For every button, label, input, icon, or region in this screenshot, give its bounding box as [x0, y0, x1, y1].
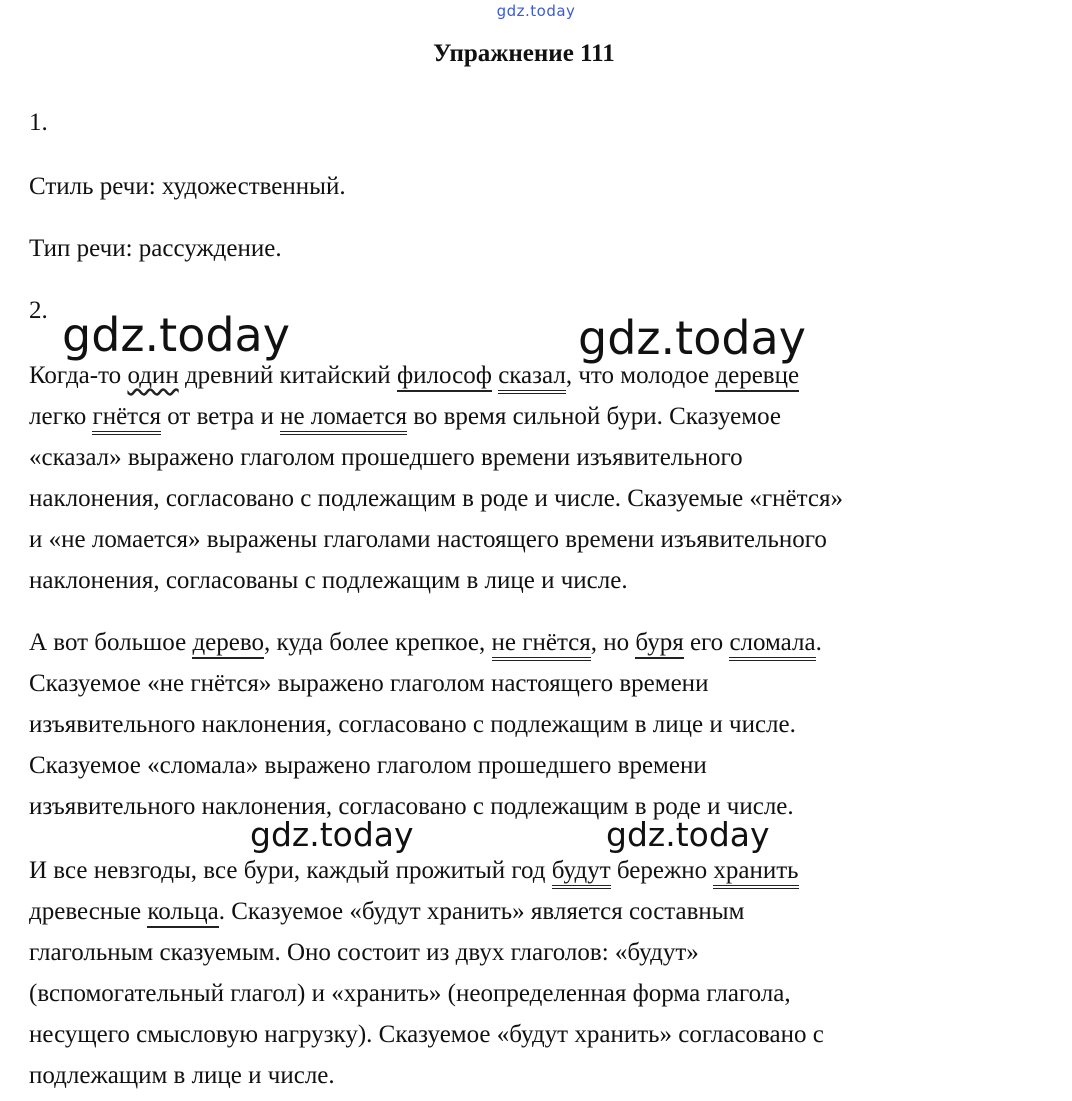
watermark: gdz.today [578, 311, 806, 365]
word-storm: буря [635, 629, 683, 659]
paragraph-line: несущего смысловую нагрузку). Сказуемое «будут хранить» согласовано с [29, 1021, 824, 1048]
paragraph-line: Сказуемое «сломала» выражено глаголом прошедшего времени [29, 752, 707, 779]
watermark: gdz.today [250, 815, 414, 854]
word-keep: хранить [713, 857, 798, 889]
paragraph-line: наклонения, согласованы с подлежащим в лице и числе. [29, 567, 628, 594]
paragraph-line: «сказал» выражено глаголом прошедшего времени изъявительного [29, 444, 743, 471]
speech-style: Стиль речи: художественный. [29, 173, 346, 200]
paragraph-line: (вспомогательный глагол) и «хранить» (неопределенная форма глагола, [29, 980, 791, 1007]
paragraph-line: наклонения, согласовано с подлежащим в роде и числе. Сказуемые «гнётся» [29, 485, 843, 512]
item-number-1: 1. [29, 109, 48, 136]
paragraph-line: легко гнётся от ветра и не ломается во время сильной бури. Сказуемое [29, 396, 1039, 437]
paragraph-line: изъявительного наклонения, согласовано с подлежащим в роде и числе. [29, 793, 794, 820]
paragraph-line: глагольным сказуемым. Оно состоит из двух глаголов: «будут» [29, 939, 699, 966]
page-title: Упражнение 111 [433, 40, 615, 67]
paragraph-line: подлежащим в лице и числе. [29, 1062, 335, 1089]
paragraph-line: А вот большое дерево, куда более крепкое, не гнётся, но буря его сломала. [29, 622, 1039, 663]
word-philosopher: философ [397, 362, 492, 392]
paragraph-1 [29, 355, 1039, 601]
item-number-2: 2. [29, 297, 48, 324]
word-rings: кольца [147, 898, 218, 928]
paragraph-line: изъявительного наклонения, согласовано с подлежащим в лице и числе. [29, 711, 796, 738]
word-not-bends: не гнётся [492, 629, 591, 661]
word-tree: дерево [192, 629, 264, 659]
watermark: gdz.today [606, 815, 770, 854]
word-not-breaks: не ломается [280, 403, 407, 435]
paragraph-3 [29, 850, 1039, 1096]
word-broke: сломала [729, 629, 815, 661]
watermark-top: gdz.today [496, 2, 576, 20]
paragraph-2 [29, 622, 1039, 827]
paragraph-line: и «не ломается» выражены глаголами настоящего времени изъявительного [29, 526, 827, 553]
speech-type: Тип речи: рассуждение. [29, 235, 282, 262]
paragraph-line: И все невзгоды, все бури, каждый прожитый год будут бережно хранить [29, 850, 1039, 891]
paragraph-line: Когда-то один древний китайский философ сказал, что молодое деревце [29, 355, 1039, 396]
word-tree-small: деревце [715, 362, 799, 392]
word-will: будут [552, 857, 611, 889]
word-one: один [127, 362, 179, 389]
paragraph-line: древесные кольца. Сказуемое «будут хранить» является составным [29, 891, 1039, 932]
watermark: gdz.today [62, 308, 290, 362]
paragraph-line: Сказуемое «не гнётся» выражено глаголом настоящего времени [29, 670, 709, 697]
word-said: сказал [498, 362, 566, 394]
word-bends: гнётся [92, 403, 161, 435]
